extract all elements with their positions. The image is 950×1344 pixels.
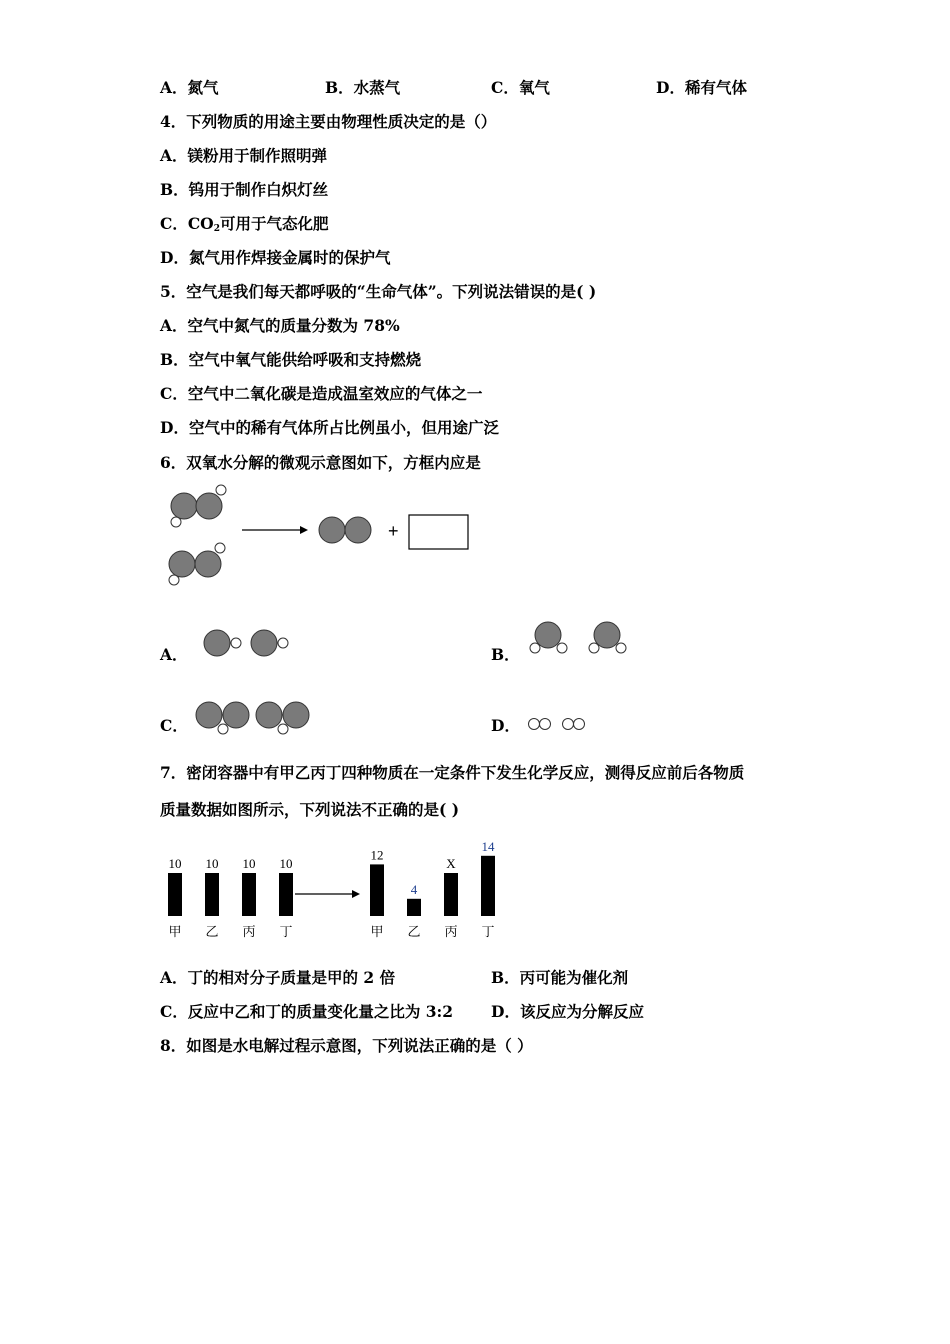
- plus-sign: +: [388, 521, 399, 541]
- q4-option-c-subscript: 2: [213, 224, 220, 234]
- category-label-after-0: 甲: [370, 925, 384, 940]
- bar-before-1: [205, 873, 219, 916]
- q5-stem: 5．空气是我们每天都呼吸的“生命气体”。下列说法错误的是( ): [160, 282, 597, 301]
- q4-option-c: [160, 214, 328, 239]
- q7-stem-line2: 质量数据如图所示，下列说法不正确的是( ): [160, 800, 460, 819]
- chart-arrow: [295, 890, 360, 898]
- value-label-before-0: 10: [168, 856, 182, 871]
- category-label-after-3: 丁: [481, 925, 495, 940]
- q3-option-a: A．氮气: [160, 78, 219, 97]
- bar-after-2: [444, 873, 458, 916]
- reaction-arrow: [242, 526, 308, 534]
- value-label-after-2: X: [446, 856, 456, 871]
- q6-option-b-figure: [525, 618, 633, 660]
- value-label-before-3: 10: [279, 856, 293, 871]
- q5-option-c: C．空气中二氧化碳是造成温室效应的气体之一: [160, 384, 483, 403]
- q7-option-b: B．丙可能为催化剂: [491, 968, 629, 987]
- q4-option-d: D．氮气用作焊接金属时的保护气: [160, 248, 391, 267]
- q5-option-a: A．空气中氮气的质量分数为 78%: [160, 316, 400, 335]
- category-label-before-3: 丁: [279, 925, 293, 940]
- q7-option-c: C．反应中乙和丁的质量变化量之比为 3:2: [160, 1002, 454, 1021]
- category-label-before-1: 乙: [205, 925, 219, 940]
- q7-option-d: D．该反应为分解反应: [491, 1002, 644, 1021]
- answer-box: [409, 515, 468, 549]
- q7-option-a: A．丁的相对分子质量是甲的 2 倍: [160, 968, 396, 987]
- q3-option-d: D．稀有气体: [656, 78, 747, 97]
- value-label-after-1: 4: [410, 881, 418, 897]
- q6-option-d-label: D．: [491, 716, 520, 735]
- q3-option-c: C．氧气: [491, 78, 550, 97]
- bar-before-0: [168, 873, 182, 916]
- q6-option-c-figure: [193, 700, 315, 740]
- q7-stem-line1: 7．密闭容器中有甲乙丙丁四种物质在一定条件下发生化学反应，测得反应前后各物质: [160, 763, 745, 782]
- value-label-after-3: 14: [481, 838, 495, 854]
- category-label-before-2: 丙: [242, 925, 256, 940]
- q5-option-d: D．空气中的稀有气体所占比例虽小，但用途广泛: [160, 418, 499, 437]
- q6-option-a-label: A．: [160, 645, 188, 664]
- h2o2-molecule-bottom: [169, 543, 225, 585]
- q4-option-c-prefix: C．CO: [160, 214, 214, 233]
- value-label-after-0: 12: [370, 847, 384, 863]
- o2-molecule: [319, 517, 371, 543]
- q6-option-c-label: C．: [160, 716, 188, 735]
- bar-after-1: [407, 899, 421, 916]
- q6-option-a-figure: [200, 626, 295, 662]
- q4-option-b: B．钨用于制作白炽灯丝: [160, 180, 329, 199]
- q8-stem: 8．如图是水电解过程示意图，下列说法正确的是（ ）: [160, 1036, 533, 1055]
- q4-option-a: A．镁粉用于制作照明弹: [160, 146, 328, 165]
- q4-option-c-suffix: 可用于气态化肥: [219, 214, 329, 233]
- q5-option-b: B．空气中氧气能供给呼吸和支持燃烧: [160, 350, 422, 369]
- h2o2-molecule-top: [171, 485, 226, 527]
- category-label-after-1: 乙: [407, 925, 421, 940]
- category-label-after-2: 丙: [444, 925, 458, 940]
- category-label-before-0: 甲: [168, 925, 182, 940]
- bar-before-2: [242, 873, 256, 916]
- bar-after-3: [481, 856, 495, 916]
- q4-stem: 4．下列物质的用途主要由物理性质决定的是（）: [160, 112, 497, 131]
- q6-reaction-diagram: [160, 480, 480, 590]
- q6-option-b-label: B．: [491, 645, 520, 664]
- bar-before-3: [279, 873, 293, 916]
- value-label-before-2: 10: [242, 856, 256, 871]
- bar-after-0: [370, 864, 384, 916]
- q3-option-b: B．水蒸气: [325, 78, 401, 97]
- q6-option-d-figure: [526, 716, 590, 734]
- q6-stem: 6．双氧水分解的微观示意图如下，方框内应是: [160, 453, 481, 472]
- q7-bar-chart: [160, 828, 510, 943]
- value-label-before-1: 10: [205, 856, 219, 871]
